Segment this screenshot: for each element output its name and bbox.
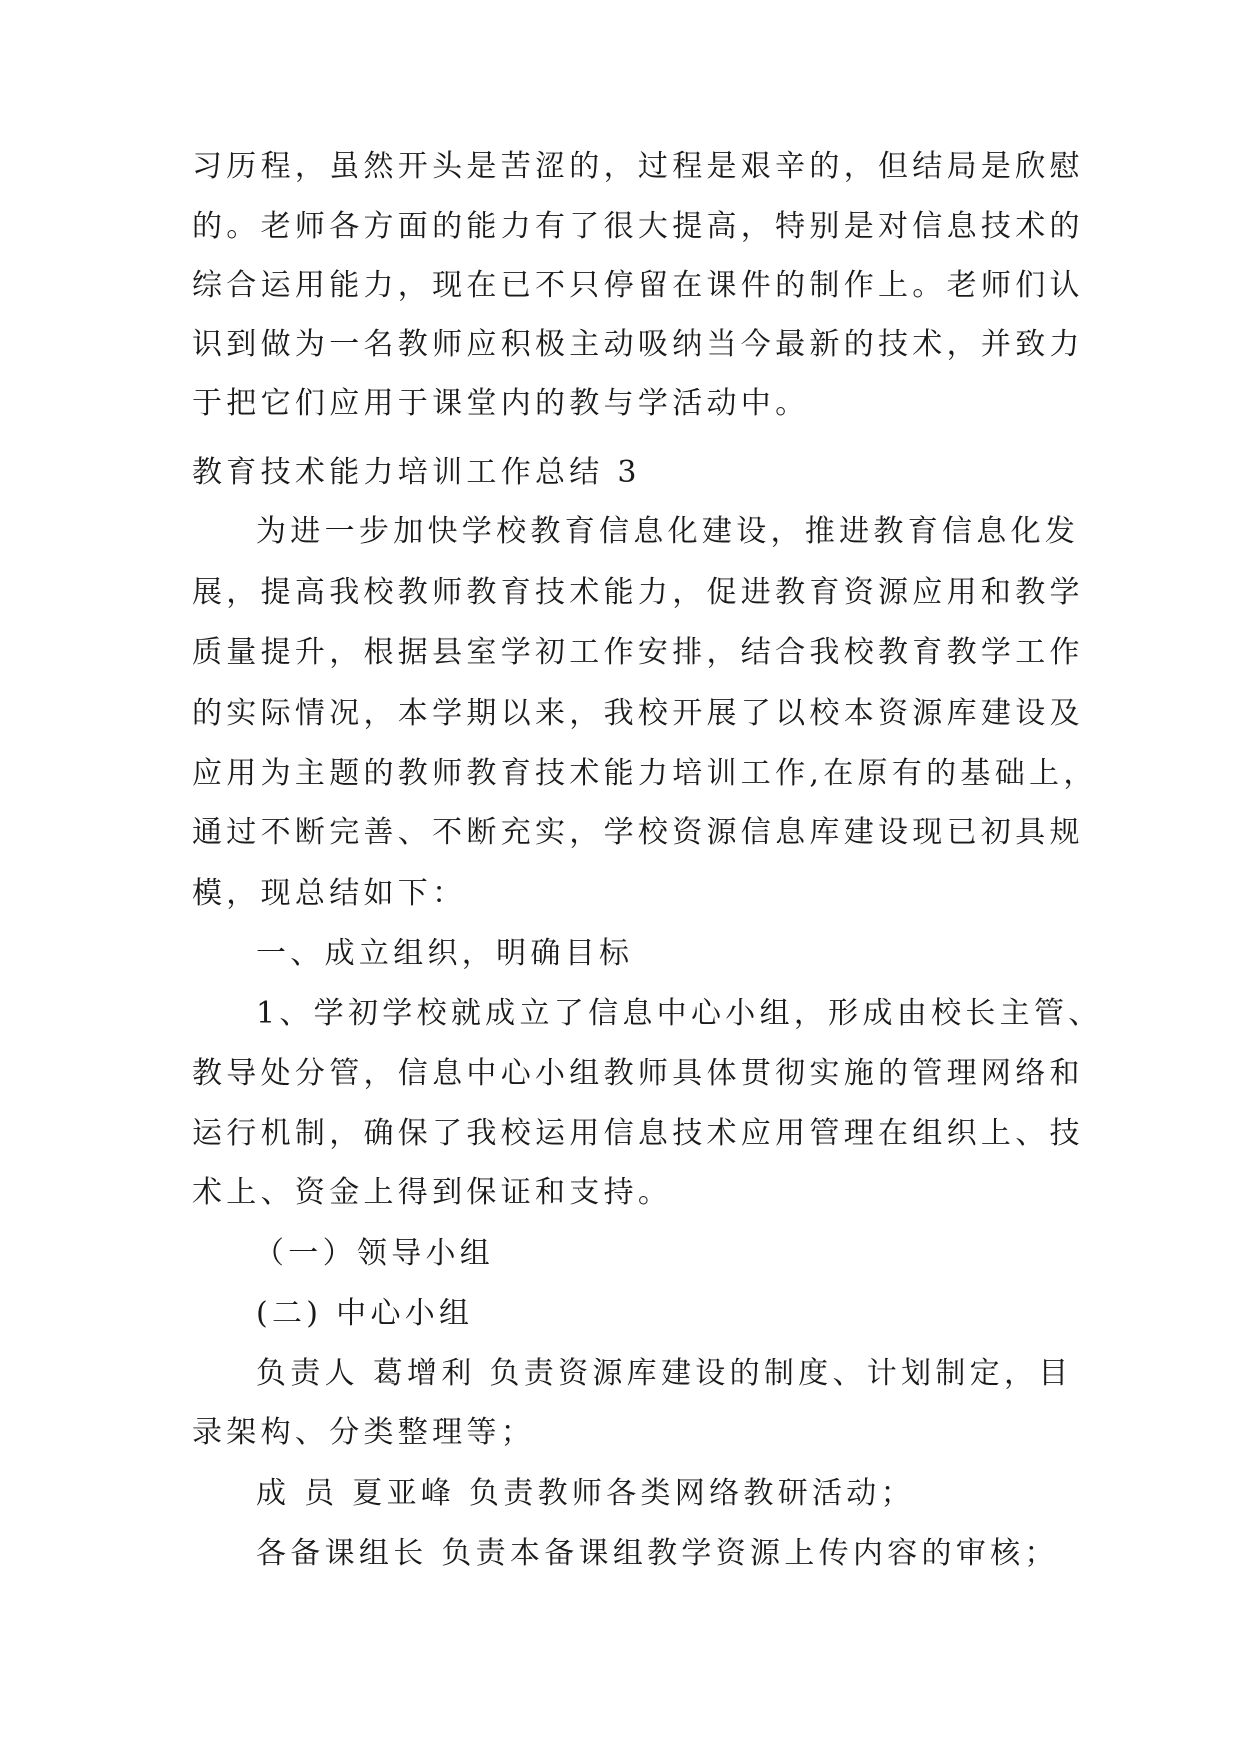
section-heading: 教育技术能力培训工作总结 3 <box>192 455 641 490</box>
subheading: （一）领导小组 <box>254 1236 495 1271</box>
paragraph-line: 术上、资金上得到保证和支持。 <box>192 1175 673 1210</box>
paragraph-line: 习历程，虽然开头是苦涩的，过程是艰辛的，但结局是欣慰 <box>192 149 1084 184</box>
paragraph-line: 运行机制，确保了我校运用信息技术应用管理在组织上、技 <box>192 1116 1084 1151</box>
paragraph-line: 教导处分管，信息中心小组教师具体贯彻实施的管理网络和 <box>192 1056 1084 1091</box>
paragraph-line: 录架构、分类整理等； <box>192 1415 535 1450</box>
paragraph-line: 质量提升，根据县室学初工作安排，结合我校教育教学工作 <box>192 635 1084 670</box>
paragraph-line: 识到做为一名教师应积极主动吸纳当今最新的技术，并致力 <box>192 327 1084 362</box>
paragraph-line: 的。老师各方面的能力有了很大提高，特别是对信息技术的 <box>192 209 1084 244</box>
paragraph-line: 综合运用能力，现在已不只停留在课件的制作上。老师们认 <box>192 268 1084 303</box>
paragraph-line: 展，提高我校教师教育技术能力，促进教育资源应用和教学 <box>192 575 1084 610</box>
paragraph-line: 负责人 葛增利 负责资源库建设的制度、计划制定，目 <box>256 1356 1073 1391</box>
paragraph-line: 的实际情况，本学期以来，我校开展了以校本资源库建设及 <box>192 696 1084 731</box>
paragraph-line: 为进一步加快学校教育信息化建设，推进教育信息化发 <box>256 514 1080 549</box>
paragraph-line: 于把它们应用于课堂内的教与学活动中。 <box>192 386 810 421</box>
paragraph-line: 成 员 夏亚峰 负责教师各类网络教研活动； <box>256 1476 915 1511</box>
subheading: 一、成立组织，明确目标 <box>256 936 634 971</box>
subheading: (二) 中心小组 <box>256 1296 474 1331</box>
paragraph-line: 模，现总结如下： <box>192 876 467 911</box>
paragraph-line: 通过不断完善、不断充实，学校资源信息库建设现已初具规 <box>192 815 1084 850</box>
paragraph-line: 1、学初学校就成立了信息中心小组，形成由校长主管、 <box>256 996 1103 1031</box>
paragraph-line: 各备课组长 负责本备课组教学资源上传内容的审核； <box>256 1536 1059 1571</box>
paragraph-line: 应用为主题的教师教育技术能力培训工作,在原有的基础上， <box>192 756 1098 791</box>
